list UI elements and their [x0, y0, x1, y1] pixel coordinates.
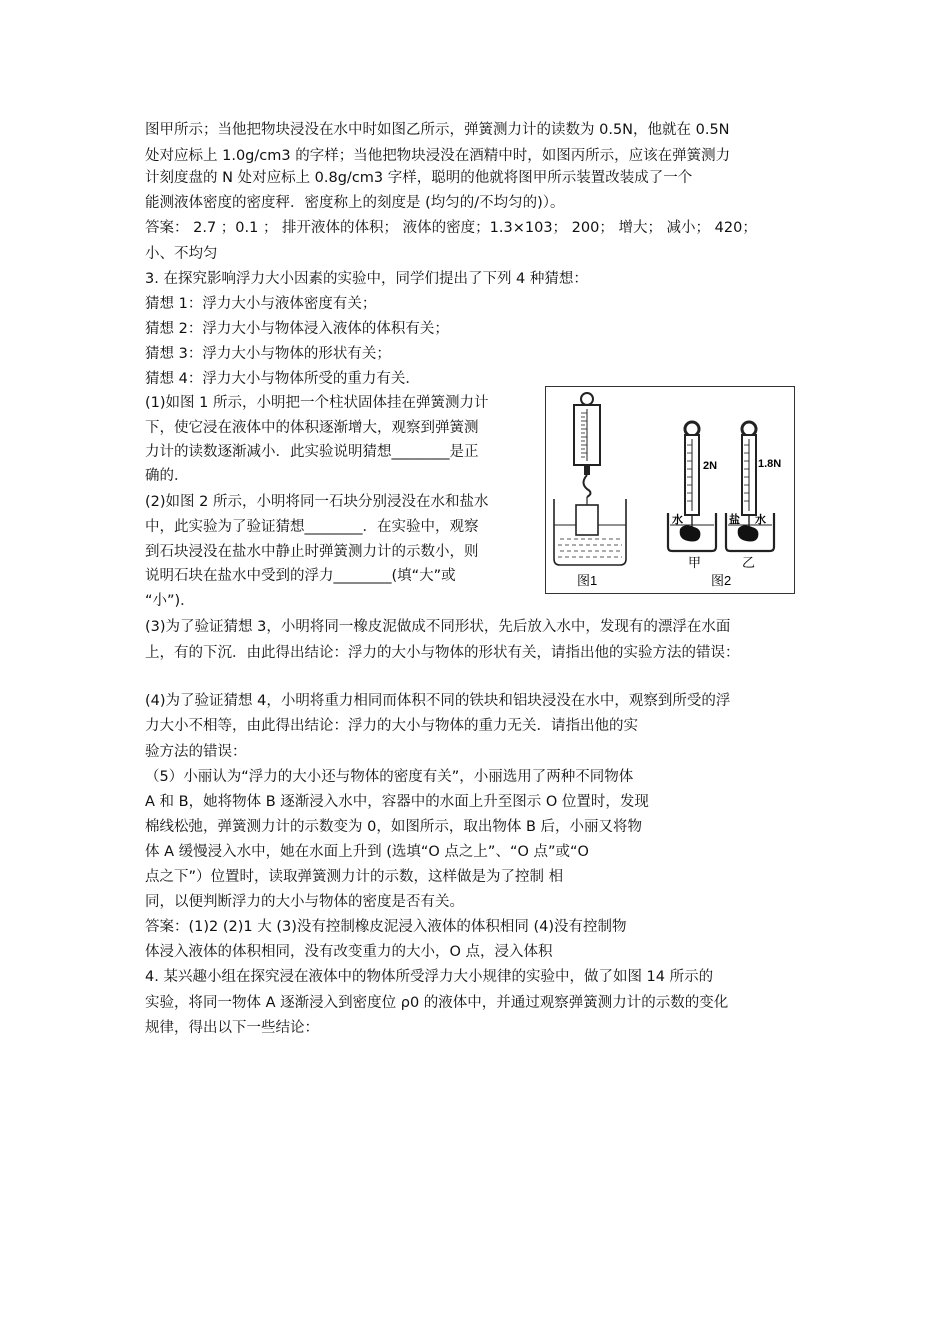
figure-2-left-reading: 2N: [703, 460, 718, 472]
figure-2-right-scale: [742, 422, 756, 529]
text-line: 图甲所示；当他把物块浸没在水中时如图乙所示，弹簧测力计的读数为 0.5N，他就在 0.5N: [145, 122, 730, 138]
figure-2-salt-label: 盐: [729, 513, 740, 526]
text-line: “小”)．: [145, 593, 195, 609]
text-line: A 和 B，她将物体 B 逐渐浸入水中，容器中的水面上升至图示 O 位置时，发现: [145, 794, 649, 810]
hypothesis-4: 猜想 4：浮力大小与物体所受的重力有关．: [145, 371, 420, 387]
text-line: （5）小丽认为“浮力的大小还与物体的密度有关”，小丽选用了两种不同物体: [145, 769, 634, 785]
experiment-diagram: [546, 387, 794, 593]
figure-1-label: 图1: [577, 573, 598, 588]
text-line: 处对应标上 1.0g/cm3 的字样；当他把物块浸没在酒精中时，如图丙所示，应该在弹簧测力: [145, 148, 731, 164]
text-line: 点之下”）位置时，读取弹簧测力计的示数，这样做是为了控制 相: [145, 869, 564, 885]
figure-1-spring-scale: [574, 393, 600, 505]
text-line: 上，有的下沉．由此得出结论：浮力的大小与物体的形状有关，请指出他的实验方法的错误：: [145, 645, 740, 661]
figure-2-right-label: 乙: [742, 556, 756, 571]
text-line: 棉线松弛，弹簧测力计的示数变为 0，如图所示，取出物体 B 后，小丽又将物: [145, 819, 642, 835]
hypothesis-3: 猜想 3：浮力大小与物体的形状有关；: [145, 346, 391, 362]
text-line: 实验，将同一物体 A 逐渐浸入到密度位 ρ0 的液体中，并通过观察弹簧测力计的示数的变化: [145, 995, 729, 1011]
figure-2-left-label: 甲: [688, 556, 702, 571]
figure-2-label: 图2: [711, 573, 732, 588]
text-line: 说明石块在盐水中受到的浮力________(填“大”或: [145, 568, 456, 584]
text-line: 确的．: [145, 468, 189, 484]
answer-line: 小、不均匀: [145, 246, 218, 262]
figure-2-right-reading: 1.8N: [758, 458, 782, 470]
text-line: 规律，得出以下一些结论：: [145, 1020, 319, 1036]
answer-line: 答案：(1)2 (2)1 大 (3)没有控制橡皮泥浸入液体的体积相同 (4)没有控制物: [145, 919, 627, 935]
text-line: 力计的读数逐渐减小．此实验说明猜想________是正: [145, 444, 479, 460]
experiment-figure: [545, 386, 795, 594]
hypothesis-2: 猜想 2：浮力大小与物体浸入液体的体积有关；: [145, 321, 449, 337]
text-line: (2)如图 2 所示，小明将同一石块分别浸没在水和盐水: [145, 494, 489, 510]
text-line: (4)为了验证猜想 4，小明将重力相同而体积不同的铁块和铝块浸没在水中，观察到所受的浮: [145, 693, 731, 709]
text-line: 下，使它浸在液体中的体积逐渐增大，观察到弹簧测: [145, 420, 479, 436]
answer-line: 体浸入液体的体积相同，没有改变重力的大小，O 点，浸入体积: [145, 944, 553, 960]
figure-2-left-scale: [685, 422, 699, 529]
hypothesis-1: 猜想 1：浮力大小与液体密度有关；: [145, 296, 377, 312]
text-line: (3)为了验证猜想 3，小明将同一橡皮泥做成不同形状，先后放入水中，发现有的漂浮在水面: [145, 619, 731, 635]
text-line: 能测液体密度的密度秤．密度称上的刻度是 (均匀的/不均匀的)）。: [145, 195, 565, 211]
question-3-title: 3. 在探究影响浮力大小因素的实验中，同学们提出了下列 4 种猜想：: [145, 271, 588, 287]
text-line: 力大小不相等，由此得出结论：浮力的大小与物体的重力无关．请指出他的实: [145, 718, 638, 734]
figure-2-water-label: 水: [672, 513, 683, 526]
text-line: 体 A 缓慢浸入水中，她在水面上升到 (选填“O 点之上”、“O 点”或“O: [145, 844, 589, 860]
question-4-title: 4. 某兴趣小组在探究浸在液体中的物体所受浮力大小规律的实验中，做了如图 14 所示的: [145, 969, 714, 985]
text-line: 到石块浸没在盐水中静止时弹簧测力计的示数小，则: [145, 544, 479, 560]
text-line: 计刻度盘的 N 处对应标上 0.8g/cm3 字样，聪明的他就将图甲所示装置改装成了一个: [145, 170, 693, 186]
text-line: (1)如图 1 所示，小明把一个柱状固体挂在弹簧测力计: [145, 395, 489, 411]
figure-1-beaker: [554, 499, 626, 565]
text-line: 中，此实验为了验证猜想________．在实验中，观察: [145, 519, 479, 535]
figure-2-salt-water-label: 水: [755, 513, 766, 526]
text-line: 同，以便判断浮力的大小与物体的密度是否有关。: [145, 894, 464, 910]
answer-line: 答案： 2.7 ；0.1 ； 排开液体的体积； 液体的密度；1.3×103； 200； 增大； 减小； 420；: [145, 220, 757, 236]
text-line: 验方法的错误：: [145, 744, 247, 760]
